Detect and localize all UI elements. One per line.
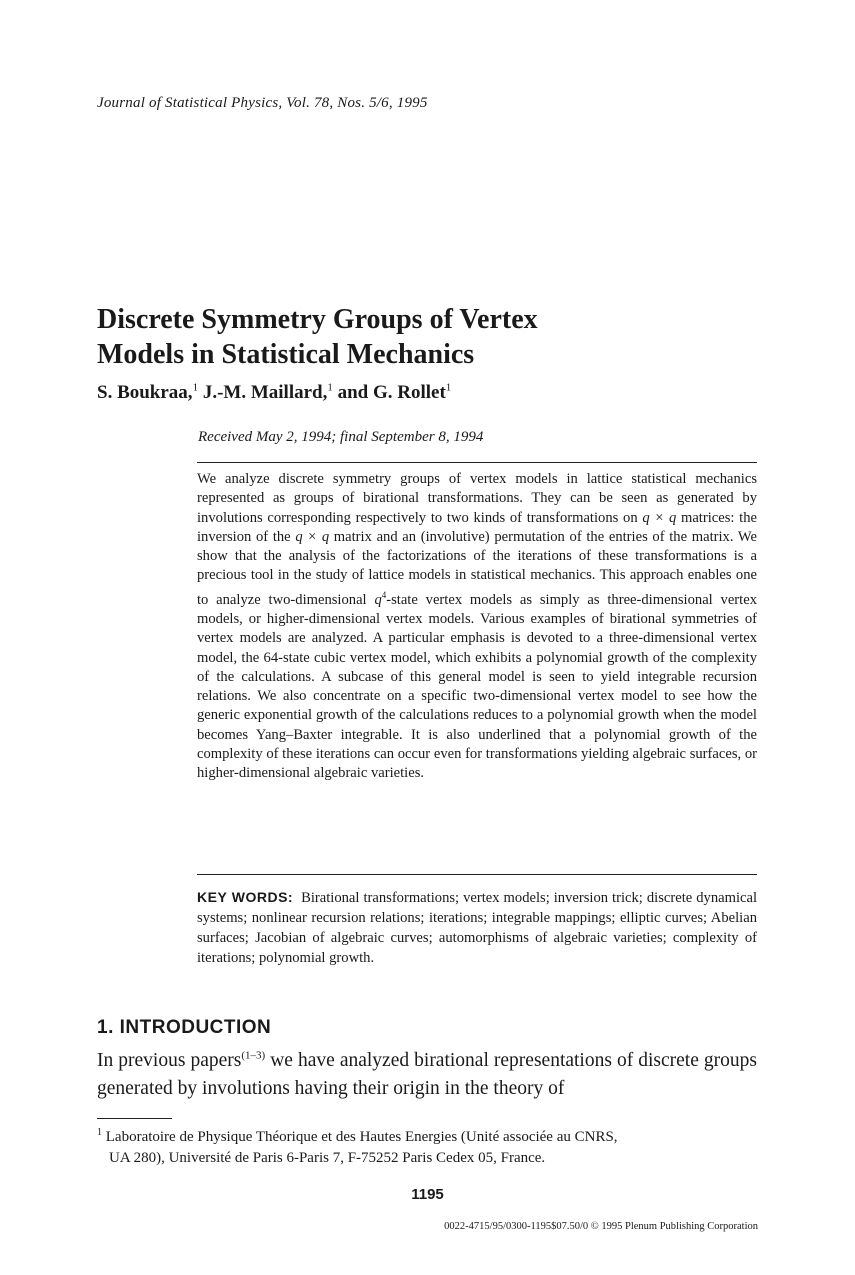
intro-text: we have analyzed birational representations of discrete groups generated by involutions having their origin in the theory of	[97, 1050, 757, 1099]
keywords-text: Birational transformations; vertex models; inversion trick; discrete dynamical systems; nonlinear recursion relations; iterations; integrable mappings; elliptic curves; Abelian surfaces; Jacobian of algebraic curves; automorphisms of algebraic varieties; complexity of iterations; polynomial growth.	[197, 890, 758, 966]
footnote-rule	[97, 1118, 172, 1119]
abstract-top-rule	[197, 462, 757, 463]
section-heading: 1. INTRODUCTION	[97, 1017, 272, 1038]
math-q: q	[374, 591, 382, 608]
abstract-text: matrices: the inversion of the	[197, 509, 758, 545]
received-dates: Received May 2, 1994; final September 8, 1994	[198, 429, 484, 445]
math-q-times-q: q × q	[295, 528, 330, 545]
footnote-line-2: UA 280), Université de Paris 6-Paris 7, F-75252 Paris Cedex 05, France.	[109, 1150, 546, 1166]
footnote-line-1: Laboratoire de Physique Théorique et des Hautes Energies (Unité associée au CNRS,	[105, 1129, 618, 1145]
author-3: and G. Rollet	[337, 382, 446, 403]
title-line-2: Models in Statistical Mechanics	[97, 339, 475, 370]
citation-ref: (1–3)	[241, 1049, 266, 1062]
author-2: J.-M. Maillard,	[202, 382, 328, 403]
title-line-1: Discrete Symmetry Groups of Vertex	[97, 304, 538, 335]
intro-paragraph	[97, 1047, 757, 1103]
abstract-text: matrix and an (involutive) permutation of the entries of the matrix. We show that the analysis of the factorizations of the iterations of these transformations is a precious tool in the study of lattice models in statistical mechanics. This approach enables one to analyze two-dimensional	[197, 528, 757, 608]
intro-text: In previous papers	[97, 1050, 242, 1071]
keywords-label: KEY WORDS:	[197, 889, 294, 905]
keywords	[197, 887, 757, 968]
affiliation-mark: 1	[327, 381, 333, 394]
abstract-text: We analyze discrete symmetry groups of vertex models in lattice statistical mechanics represented as groups of birational transformations. They can be seen as generated by involutions corresponding respectively to two kinds of transformations on	[197, 471, 757, 526]
page-number: 1195	[411, 1186, 444, 1203]
author-1: S. Boukraa,	[97, 382, 193, 403]
affiliation-mark: 1	[445, 381, 452, 394]
math-exponent: 4	[381, 589, 387, 600]
author-list	[97, 382, 451, 404]
footnote	[97, 1127, 757, 1169]
footnote-mark: 1	[97, 1127, 102, 1138]
journal-header: Journal of Statistical Physics, Vol. 78, Nos. 5/6, 1995	[97, 95, 428, 111]
abstract	[197, 470, 757, 784]
paper-title	[97, 302, 797, 372]
affiliation-mark: 1	[192, 381, 199, 394]
math-q-times-q: q × q	[642, 509, 677, 526]
abstract-text: -state vertex models as simply as three-dimensional vertex models, or higher-dimensional vertex models. Various examples of birational symmetries of vertex models are analyzed. A particular emphasis is devoted to a three-dimensional vertex model, the 64-state cubic vertex model, which exhibits a polynomial growth of the complexity of the calculations. A subcase of this general model is seen to yield integrable recursion relations. We also concentrate on a specific two-dimensional vertex model to see how the generic exponential growth of the calculations reduces to a polynomial growth when the model becomes Yang–Baxter integrable. It is also underlined that a polynomial growth of the complexity of these iterations can occur even for transformations yielding algebraic surfaces, or higher-dimensional algebraic varieties.	[197, 591, 757, 782]
copyright-line: 0022-4715/95/0300-1195$07.50/0 © 1995 Plenum Publishing Corporation	[444, 1221, 758, 1232]
abstract-bottom-rule	[197, 874, 757, 875]
